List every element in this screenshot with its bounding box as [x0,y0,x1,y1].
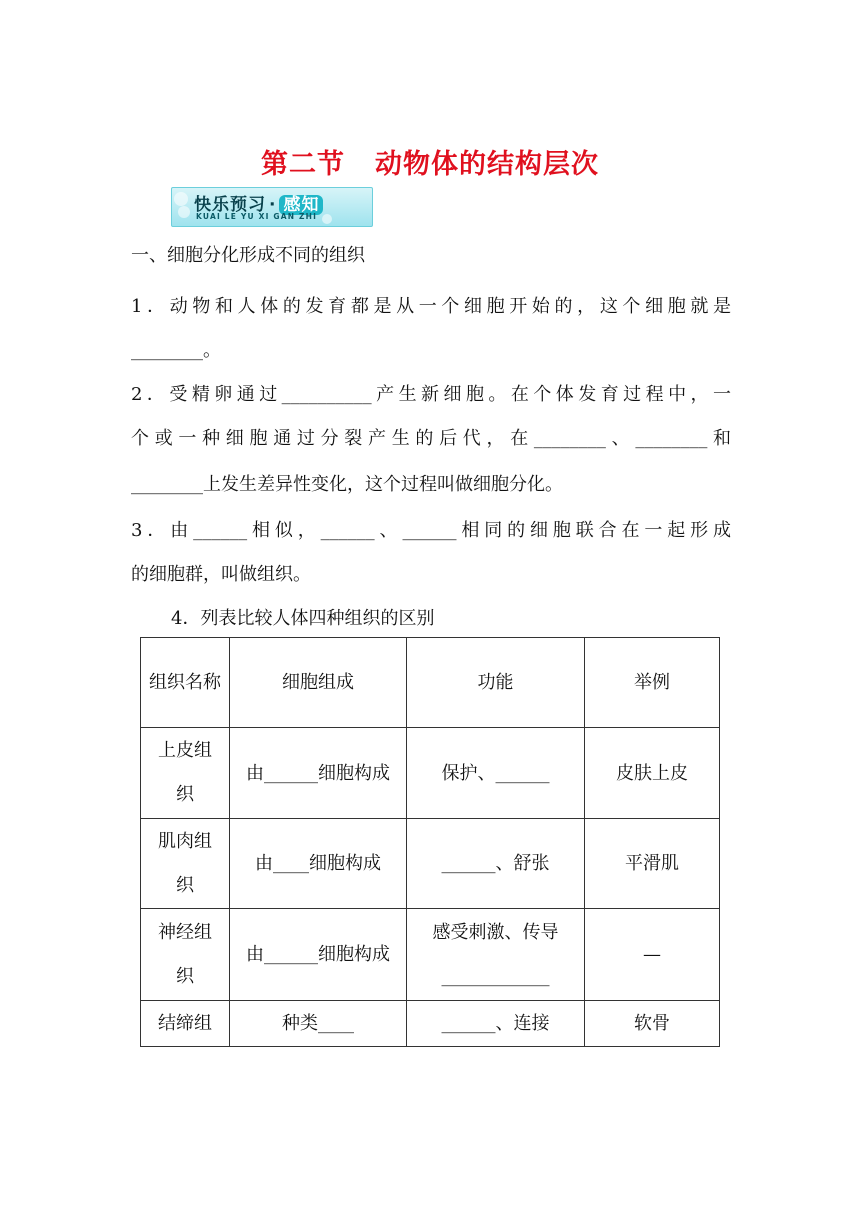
header-label: 组织名称 [149,671,221,693]
section-heading: 一、细胞分化形成不同的组织 [131,245,365,266]
example-cell: — [585,909,720,1001]
tissue-name: 织 [176,784,194,805]
tissue-name: 肌肉组 [158,830,212,852]
banner-highlight: 感知 [279,195,323,215]
text: 、 [605,428,636,449]
header-cell: 举例 [585,638,720,728]
blank[interactable]: ______ [193,520,248,541]
tissue-name-cell [141,819,230,909]
question-2-line-3 [131,470,731,496]
bubble-decoration [178,206,190,218]
text: 个或一种细胞通过分裂产生的后代，在 [131,428,534,449]
text: 、 [374,520,403,541]
banner-dot: · [269,195,277,215]
function-cell[interactable]: 保护、______ [407,728,585,819]
table-row [141,728,720,819]
table-row [141,819,720,909]
text: 3．由 [131,520,194,541]
function-cell[interactable]: ______、连接 [407,1001,585,1047]
question-3-line-2: 的细胞群，叫做组织。 [131,564,311,585]
preview-banner [171,187,373,227]
header-cell: 功能 [407,638,585,728]
banner-pinyin: KUAI LE YU XI GAN ZHI [196,212,318,221]
example-cell: 软骨 [585,1001,720,1047]
blank[interactable]: ____________ [441,965,550,987]
question-2-line-2 [131,424,731,450]
text: 相似， [247,520,321,541]
tissue-name-cell: 结缔组 [141,1001,230,1047]
cells-cell[interactable]: 种类____ [230,1001,407,1047]
page-title [0,142,860,181]
bubble-decoration [174,192,188,206]
question-1-line-2 [131,336,731,362]
question-4-heading: 4．列表比较人体四种组织的区别 [171,608,435,629]
blank[interactable]: ______ [402,520,457,541]
section-title: 动物体的结构层次 [375,149,599,180]
table-header-row [141,638,720,728]
blank[interactable]: ________ [131,474,203,495]
table-row [141,909,720,1001]
tissue-name-cell [141,728,230,819]
example-cell: 平滑肌 [585,819,720,909]
tissue-name: 神经组 [158,921,212,943]
tissue-comparison-table [140,637,720,1047]
text: 和 [707,428,732,449]
blank[interactable]: ______ [320,520,375,541]
punctuation: 。 [203,340,221,361]
question-2-line-1 [131,380,731,406]
blank[interactable]: ________ [533,428,606,449]
table-row [141,1001,720,1047]
function-cell[interactable] [407,909,585,1001]
header-cell: 细胞组成 [230,638,407,728]
text: 上发生差异性变化，这个过程叫做细胞分化。 [203,474,563,495]
tissue-name: 上皮组 [158,740,212,761]
banner-main-text: 快乐预习 [194,195,266,215]
tissue-name-cell [141,909,230,1001]
blank[interactable]: ________ [131,340,203,361]
example-cell: 皮肤上皮 [585,728,720,819]
header-cell [141,638,230,728]
text: 2．受精卵通过 [131,384,282,405]
cells-cell[interactable]: 由______细胞构成 [230,909,407,1001]
tissue-name: 织 [176,874,194,896]
bubble-decoration [322,214,332,224]
tissue-name: 织 [176,965,194,987]
cells-cell[interactable]: 由____细胞构成 [230,819,407,909]
section-number: 第二节 [261,149,345,180]
function-cell[interactable]: ______、舒张 [407,819,585,909]
blank[interactable]: __________ [281,384,372,405]
blank[interactable]: ________ [635,428,708,449]
cells-cell[interactable]: 由______细胞构成 [230,728,407,819]
text: 相同的细胞联合在一起形成 [456,520,732,541]
function-text: 感受刺激、传导 [432,921,559,943]
text: 产生新细胞。在个体发育过程中，一 [371,384,732,405]
question-1-line-1: 1．动物和人体的发育都是从一个细胞开始的，这个细胞就是 [131,296,731,317]
question-3-line-1 [131,516,731,542]
